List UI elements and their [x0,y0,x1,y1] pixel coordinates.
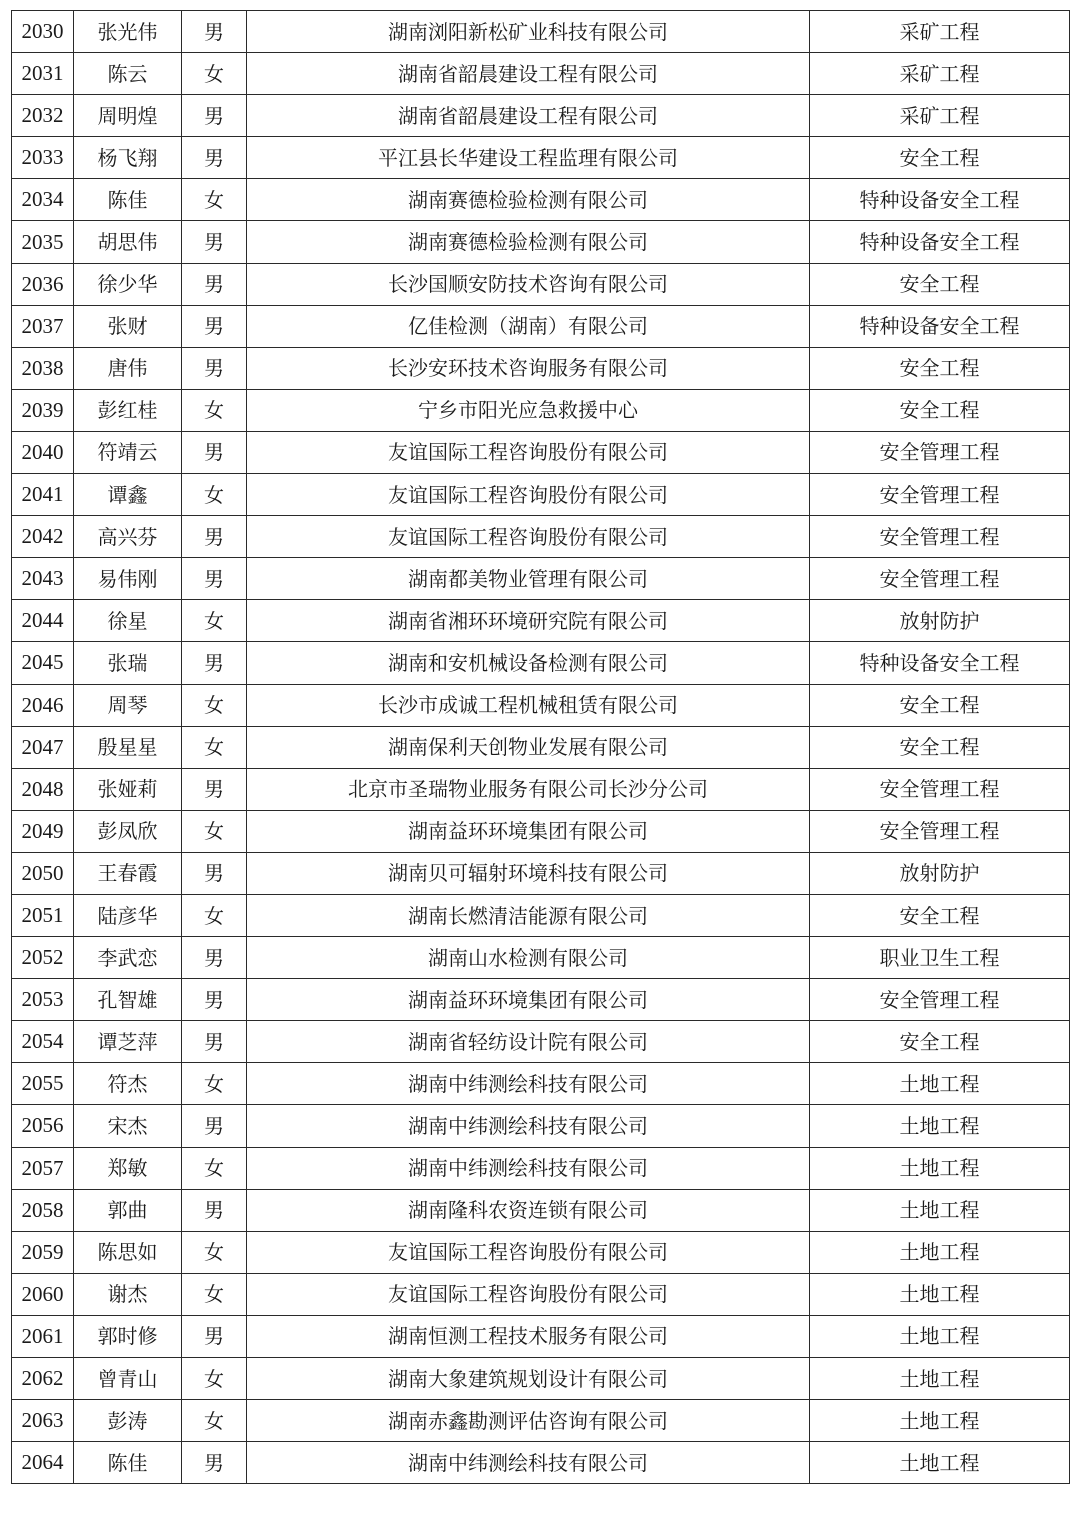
table-row [12,1442,1070,1484]
person-name: 王春霞 [74,852,182,894]
roster-body [12,11,1070,1484]
company-name: 湖南中纬测绘科技有限公司 [247,1063,810,1105]
major-field: 放射防护 [810,852,1070,894]
company-name: 湖南赤鑫勘测评估咨询有限公司 [247,1400,810,1442]
major-field: 安全管理工程 [810,768,1070,810]
major-field: 安全管理工程 [810,979,1070,1021]
person-gender: 女 [182,179,247,221]
person-gender: 女 [182,1147,247,1189]
company-name: 湖南赛德检验检测有限公司 [247,221,810,263]
person-name: 宋杰 [74,1105,182,1147]
company-name: 湖南和安机械设备检测有限公司 [247,642,810,684]
person-gender: 男 [182,937,247,979]
row-number: 2037 [12,305,74,347]
table-row [12,684,1070,726]
person-gender: 男 [182,347,247,389]
table-row [12,1400,1070,1442]
major-field: 采矿工程 [810,11,1070,53]
row-number: 2034 [12,179,74,221]
company-name: 湖南赛德检验检测有限公司 [247,179,810,221]
major-field: 土地工程 [810,1063,1070,1105]
person-name: 彭凤欣 [74,810,182,852]
company-name: 湖南长燃清洁能源有限公司 [247,894,810,936]
major-field: 安全管理工程 [810,516,1070,558]
person-gender: 女 [182,1063,247,1105]
major-field: 安全工程 [810,894,1070,936]
row-number: 2041 [12,474,74,516]
row-number: 2032 [12,95,74,137]
person-gender: 女 [182,600,247,642]
company-name: 长沙国顺安防技术咨询有限公司 [247,263,810,305]
person-gender: 女 [182,1273,247,1315]
table-row [12,137,1070,179]
company-name: 宁乡市阳光应急救援中心 [247,389,810,431]
row-number: 2043 [12,558,74,600]
table-row [12,11,1070,53]
row-number: 2045 [12,642,74,684]
person-gender: 男 [182,137,247,179]
person-gender: 女 [182,1358,247,1400]
row-number: 2046 [12,684,74,726]
person-gender: 女 [182,894,247,936]
row-number: 2031 [12,53,74,95]
major-field: 特种设备安全工程 [810,221,1070,263]
person-name: 陈思如 [74,1231,182,1273]
table-row [12,937,1070,979]
person-gender: 男 [182,263,247,305]
table-row [12,347,1070,389]
person-name: 彭红桂 [74,389,182,431]
table-row [12,558,1070,600]
person-gender: 男 [182,1442,247,1484]
table-row [12,726,1070,768]
person-name: 徐星 [74,600,182,642]
company-name: 湖南大象建筑规划设计有限公司 [247,1358,810,1400]
company-name: 湖南浏阳新松矿业科技有限公司 [247,11,810,53]
major-field: 土地工程 [810,1273,1070,1315]
row-number: 2053 [12,979,74,1021]
row-number: 2048 [12,768,74,810]
company-name: 亿佳检测（湖南）有限公司 [247,305,810,347]
major-field: 土地工程 [810,1400,1070,1442]
table-row [12,474,1070,516]
table-row [12,1273,1070,1315]
person-name: 陈佳 [74,179,182,221]
row-number: 2030 [12,11,74,53]
row-number: 2062 [12,1358,74,1400]
person-name: 周琴 [74,684,182,726]
company-name: 湖南省轻纺设计院有限公司 [247,1021,810,1063]
person-name: 谢杰 [74,1273,182,1315]
roster-table [11,10,1070,1484]
table-row [12,1063,1070,1105]
table-row [12,1231,1070,1273]
company-name: 北京市圣瑞物业服务有限公司长沙分公司 [247,768,810,810]
person-name: 张瑞 [74,642,182,684]
company-name: 湖南隆科农资连锁有限公司 [247,1189,810,1231]
person-name: 胡思伟 [74,221,182,263]
table-row [12,1189,1070,1231]
person-gender: 男 [182,431,247,473]
table-row [12,389,1070,431]
person-name: 谭鑫 [74,474,182,516]
person-name: 高兴芬 [74,516,182,558]
row-number: 2038 [12,347,74,389]
company-name: 长沙安环技术咨询服务有限公司 [247,347,810,389]
table-row [12,1105,1070,1147]
person-gender: 男 [182,95,247,137]
table-row [12,852,1070,894]
person-gender: 女 [182,53,247,95]
person-gender: 女 [182,1400,247,1442]
table-row [12,979,1070,1021]
person-gender: 男 [182,979,247,1021]
person-name: 郭时修 [74,1315,182,1357]
major-field: 安全工程 [810,1021,1070,1063]
person-gender: 男 [182,1021,247,1063]
person-gender: 女 [182,1231,247,1273]
person-gender: 女 [182,684,247,726]
major-field: 特种设备安全工程 [810,305,1070,347]
major-field: 安全工程 [810,726,1070,768]
person-gender: 女 [182,389,247,431]
row-number: 2058 [12,1189,74,1231]
row-number: 2039 [12,389,74,431]
row-number: 2052 [12,937,74,979]
person-gender: 男 [182,1315,247,1357]
person-name: 唐伟 [74,347,182,389]
person-name: 陆彦华 [74,894,182,936]
person-gender: 男 [182,1189,247,1231]
person-name: 李武恋 [74,937,182,979]
row-number: 2035 [12,221,74,263]
company-name: 长沙市成诚工程机械租赁有限公司 [247,684,810,726]
major-field: 安全管理工程 [810,810,1070,852]
row-number: 2055 [12,1063,74,1105]
company-name: 湖南省韶晨建设工程有限公司 [247,53,810,95]
company-name: 湖南中纬测绘科技有限公司 [247,1442,810,1484]
company-name: 湖南山水检测有限公司 [247,937,810,979]
person-name: 彭涛 [74,1400,182,1442]
person-name: 谭芝萍 [74,1021,182,1063]
major-field: 土地工程 [810,1442,1070,1484]
row-number: 2064 [12,1442,74,1484]
company-name: 湖南中纬测绘科技有限公司 [247,1105,810,1147]
row-number: 2050 [12,852,74,894]
row-number: 2036 [12,263,74,305]
person-name: 张娅莉 [74,768,182,810]
major-field: 安全工程 [810,347,1070,389]
table-row [12,263,1070,305]
major-field: 土地工程 [810,1358,1070,1400]
row-number: 2057 [12,1147,74,1189]
person-gender: 男 [182,516,247,558]
table-row [12,600,1070,642]
company-name: 湖南益环环境集团有限公司 [247,810,810,852]
person-gender: 男 [182,852,247,894]
table-row [12,1358,1070,1400]
major-field: 采矿工程 [810,95,1070,137]
table-row [12,1021,1070,1063]
person-name: 易伟刚 [74,558,182,600]
table-row [12,516,1070,558]
company-name: 湖南省湘环环境研究院有限公司 [247,600,810,642]
person-name: 徐少华 [74,263,182,305]
person-name: 张光伟 [74,11,182,53]
person-gender: 男 [182,221,247,263]
major-field: 土地工程 [810,1315,1070,1357]
major-field: 特种设备安全工程 [810,642,1070,684]
row-number: 2040 [12,431,74,473]
company-name: 友谊国际工程咨询股份有限公司 [247,1273,810,1315]
table-row [12,642,1070,684]
company-name: 湖南保利天创物业发展有限公司 [247,726,810,768]
person-gender: 男 [182,558,247,600]
row-number: 2056 [12,1105,74,1147]
company-name: 湖南恒测工程技术服务有限公司 [247,1315,810,1357]
major-field: 安全管理工程 [810,431,1070,473]
row-number: 2047 [12,726,74,768]
company-name: 友谊国际工程咨询股份有限公司 [247,1231,810,1273]
major-field: 采矿工程 [810,53,1070,95]
major-field: 安全工程 [810,263,1070,305]
person-name: 杨飞翔 [74,137,182,179]
company-name: 湖南省韶晨建设工程有限公司 [247,95,810,137]
person-name: 张财 [74,305,182,347]
person-name: 符杰 [74,1063,182,1105]
person-gender: 女 [182,726,247,768]
row-number: 2061 [12,1315,74,1357]
major-field: 安全工程 [810,137,1070,179]
row-number: 2059 [12,1231,74,1273]
company-name: 湖南益环环境集团有限公司 [247,979,810,1021]
major-field: 特种设备安全工程 [810,179,1070,221]
table-row [12,53,1070,95]
row-number: 2063 [12,1400,74,1442]
row-number: 2051 [12,894,74,936]
major-field: 放射防护 [810,600,1070,642]
person-name: 曾青山 [74,1358,182,1400]
table-row [12,305,1070,347]
major-field: 安全工程 [810,389,1070,431]
table-row [12,431,1070,473]
person-gender: 女 [182,810,247,852]
row-number: 2033 [12,137,74,179]
person-gender: 男 [182,642,247,684]
company-name: 友谊国际工程咨询股份有限公司 [247,516,810,558]
table-row [12,95,1070,137]
row-number: 2049 [12,810,74,852]
person-gender: 男 [182,768,247,810]
person-name: 殷星星 [74,726,182,768]
person-name: 符靖云 [74,431,182,473]
row-number: 2054 [12,1021,74,1063]
company-name: 湖南都美物业管理有限公司 [247,558,810,600]
table-row [12,221,1070,263]
row-number: 2060 [12,1273,74,1315]
major-field: 土地工程 [810,1189,1070,1231]
major-field: 安全工程 [810,684,1070,726]
major-field: 安全管理工程 [810,558,1070,600]
person-gender: 男 [182,1105,247,1147]
major-field: 土地工程 [810,1147,1070,1189]
table-row [12,1315,1070,1357]
major-field: 安全管理工程 [810,474,1070,516]
table-row [12,810,1070,852]
person-gender: 女 [182,474,247,516]
person-name: 郑敏 [74,1147,182,1189]
company-name: 友谊国际工程咨询股份有限公司 [247,474,810,516]
person-name: 陈云 [74,53,182,95]
major-field: 土地工程 [810,1105,1070,1147]
person-gender: 男 [182,305,247,347]
company-name: 平江县长华建设工程监理有限公司 [247,137,810,179]
person-gender: 男 [182,11,247,53]
table-row [12,894,1070,936]
major-field: 职业卫生工程 [810,937,1070,979]
company-name: 湖南贝可辐射环境科技有限公司 [247,852,810,894]
person-name: 周明煌 [74,95,182,137]
row-number: 2042 [12,516,74,558]
person-name: 郭曲 [74,1189,182,1231]
company-name: 友谊国际工程咨询股份有限公司 [247,431,810,473]
row-number: 2044 [12,600,74,642]
major-field: 土地工程 [810,1231,1070,1273]
person-name: 陈佳 [74,1442,182,1484]
table-row [12,179,1070,221]
person-name: 孔智雄 [74,979,182,1021]
company-name: 湖南中纬测绘科技有限公司 [247,1147,810,1189]
table-row [12,768,1070,810]
table-row [12,1147,1070,1189]
